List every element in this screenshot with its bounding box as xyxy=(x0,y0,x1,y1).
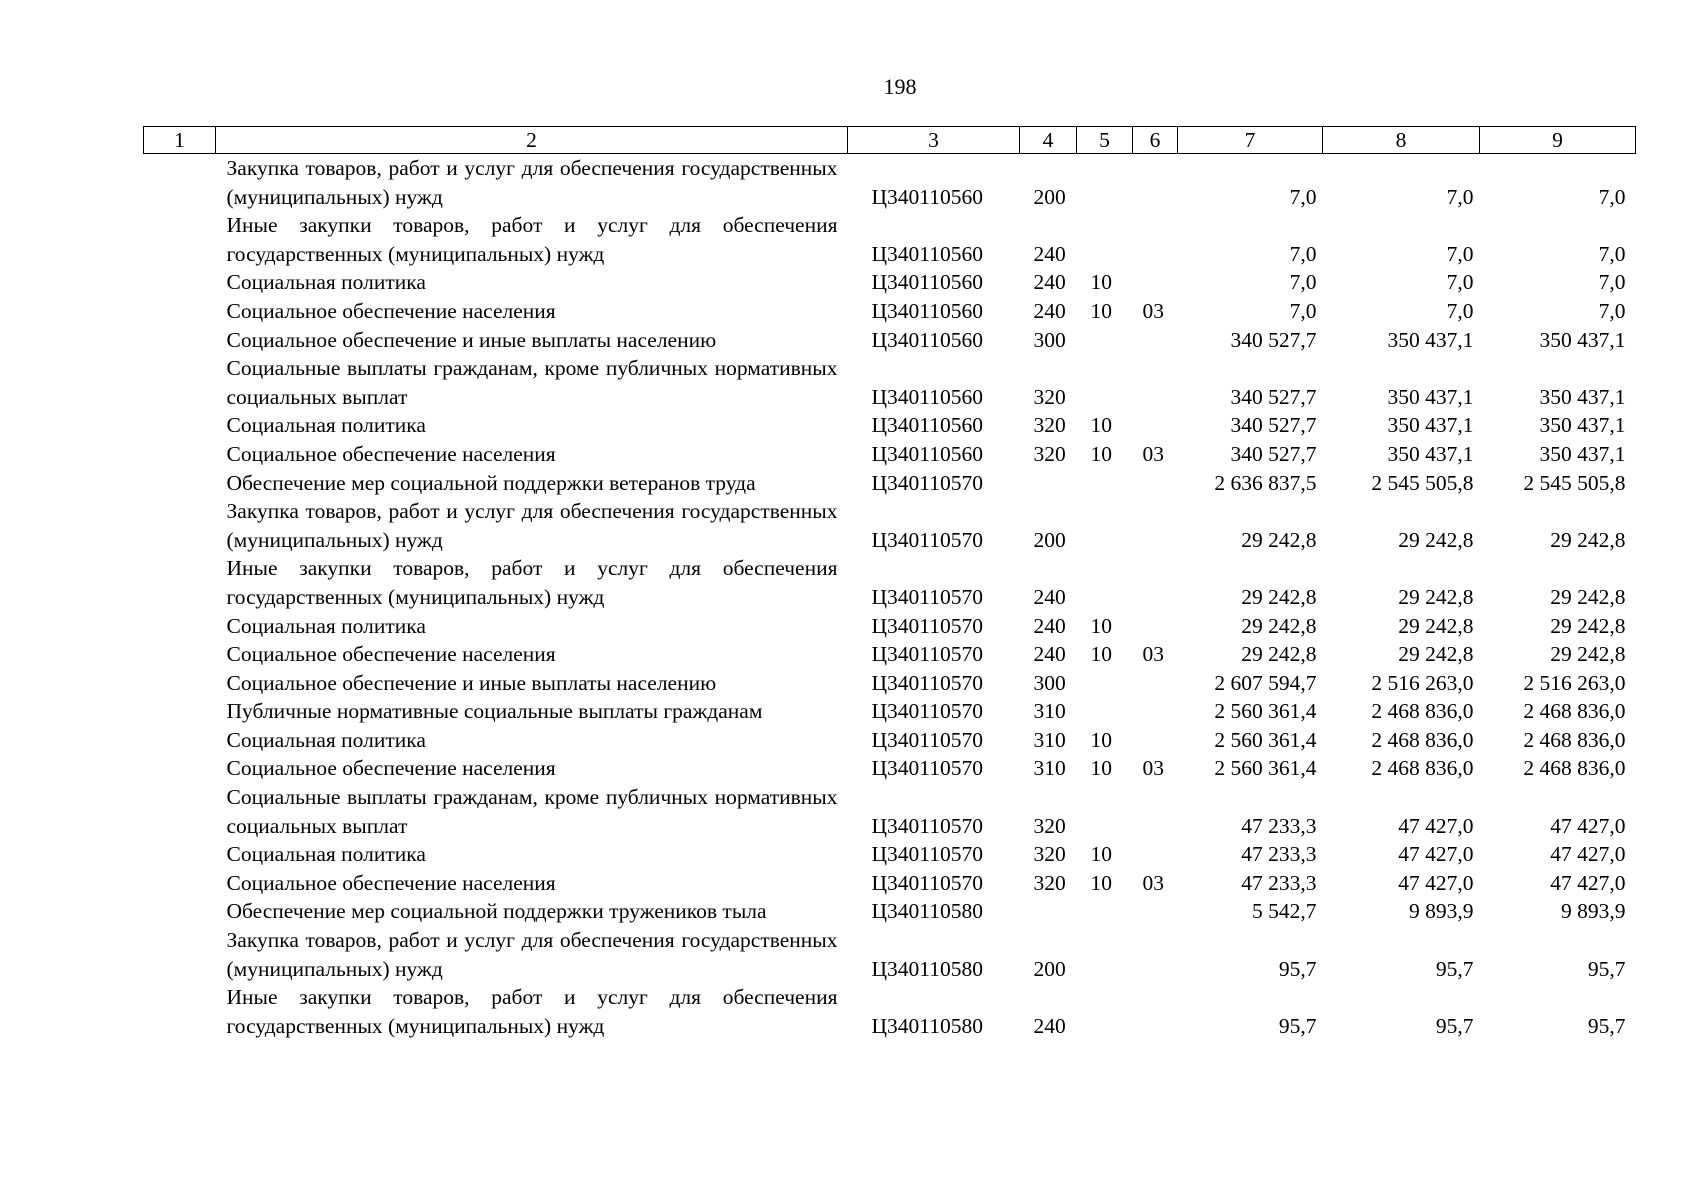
column-header: 1 xyxy=(144,127,216,154)
row-name: Обеспечение мер социальной поддержки ветеранов труда xyxy=(226,470,756,495)
row-value-7: 2 560 361,4 xyxy=(1214,727,1317,752)
column-header: 7 xyxy=(1178,127,1323,154)
row-section xyxy=(1077,497,1133,554)
table-row xyxy=(144,754,1636,783)
row-subsection xyxy=(1133,497,1178,554)
row-section: 10 xyxy=(1090,270,1112,295)
row-value-8: 7,0 xyxy=(1446,184,1474,209)
column-header: 3 xyxy=(848,127,1020,154)
budget-table xyxy=(143,126,1636,1040)
row-section xyxy=(1077,469,1133,498)
row-expense-group: 240 xyxy=(1033,1013,1066,1038)
row-value-8: 7,0 xyxy=(1446,241,1474,266)
row-value-7: 2 607 594,7 xyxy=(1214,670,1317,695)
row-name: Социальная политика xyxy=(226,413,426,438)
row-expense-group xyxy=(1020,469,1077,498)
row-subsection xyxy=(1133,154,1178,212)
table-row xyxy=(144,840,1636,869)
row-value-8: 47 427,0 xyxy=(1398,842,1474,867)
table-row xyxy=(144,268,1636,297)
row-expense-group: 320 xyxy=(1033,413,1066,438)
row-value-8: 350 437,1 xyxy=(1387,327,1474,352)
row-value-8: 29 242,8 xyxy=(1398,584,1474,609)
row-subsection xyxy=(1133,469,1178,498)
row-value-8: 7,0 xyxy=(1446,298,1474,323)
row-expense-group xyxy=(1020,897,1077,926)
row-name: Закупка товаров, работ и услуг для обеспечения государственных (муниципальных) нужд xyxy=(226,499,838,552)
row-empty-cell xyxy=(144,897,216,926)
row-empty-cell xyxy=(144,411,216,440)
row-value-8: 350 437,1 xyxy=(1387,413,1474,438)
row-value-7: 95,7 xyxy=(1278,1013,1317,1038)
column-header: 2 xyxy=(216,127,848,154)
row-section: 10 xyxy=(1090,727,1112,752)
row-empty-cell xyxy=(144,640,216,669)
row-subsection xyxy=(1133,354,1178,411)
row-expense-group: 240 xyxy=(1033,642,1066,667)
row-subsection xyxy=(1133,897,1178,926)
row-empty-cell xyxy=(144,754,216,783)
row-value-8: 95,7 xyxy=(1435,1013,1474,1038)
row-value-8: 2 468 836,0 xyxy=(1371,699,1474,724)
row-empty-cell xyxy=(144,268,216,297)
row-section xyxy=(1077,783,1133,840)
row-value-8: 29 242,8 xyxy=(1398,642,1474,667)
row-expense-group: 240 xyxy=(1033,298,1066,323)
row-name: Иные закупки товаров, работ и услуг для обеспечения государственных (муниципальных) нужд xyxy=(226,985,838,1038)
table-row xyxy=(144,640,1636,669)
row-subsection xyxy=(1133,669,1178,698)
row-value-8: 95,7 xyxy=(1435,956,1474,981)
row-empty-cell xyxy=(144,869,216,898)
row-subsection xyxy=(1133,268,1178,297)
row-empty-cell xyxy=(144,840,216,869)
column-header: 9 xyxy=(1480,127,1636,154)
row-empty-cell xyxy=(144,297,216,326)
table-row xyxy=(144,211,1636,268)
row-code: Ц340110560 xyxy=(871,270,983,295)
row-name: Социальная политика xyxy=(226,613,426,638)
row-value-7: 47 233,3 xyxy=(1241,842,1317,867)
table-row xyxy=(144,154,1636,212)
row-name: Социальная политика xyxy=(226,727,426,752)
row-empty-cell xyxy=(144,326,216,355)
row-section xyxy=(1077,554,1133,611)
row-value-7: 2 560 361,4 xyxy=(1214,699,1317,724)
row-expense-group: 200 xyxy=(1033,184,1066,209)
table-row xyxy=(144,926,1636,983)
row-subsection xyxy=(1133,726,1178,755)
row-section xyxy=(1077,354,1133,411)
row-expense-group: 200 xyxy=(1033,527,1066,552)
row-value-9: 7,0 xyxy=(1598,298,1626,323)
table-row xyxy=(144,354,1636,411)
row-expense-group: 240 xyxy=(1033,270,1066,295)
row-value-7: 7,0 xyxy=(1289,241,1317,266)
row-value-7: 29 242,8 xyxy=(1241,584,1317,609)
row-name: Социальное обеспечение населения xyxy=(226,298,556,323)
row-subsection: 03 xyxy=(1142,642,1164,667)
row-value-7: 340 527,7 xyxy=(1230,441,1317,466)
row-expense-group: 320 xyxy=(1033,870,1066,895)
row-expense-group: 240 xyxy=(1033,241,1066,266)
row-section: 10 xyxy=(1090,413,1112,438)
row-section xyxy=(1077,697,1133,726)
row-empty-cell xyxy=(144,697,216,726)
row-empty-cell xyxy=(144,354,216,411)
row-empty-cell xyxy=(144,983,216,1040)
row-name: Социальное обеспечение и иные выплаты населению xyxy=(226,327,717,352)
row-value-7: 7,0 xyxy=(1289,184,1317,209)
column-header: 8 xyxy=(1323,127,1480,154)
row-name: Социальное обеспечение населения xyxy=(226,441,556,466)
row-name: Социальное обеспечение населения xyxy=(226,870,556,895)
row-value-9: 95,7 xyxy=(1587,1013,1626,1038)
column-header: 5 xyxy=(1077,127,1133,154)
row-subsection xyxy=(1133,554,1178,611)
row-value-9: 9 893,9 xyxy=(1561,899,1626,924)
row-value-7: 7,0 xyxy=(1289,298,1317,323)
row-name: Социальное обеспечение населения xyxy=(226,642,556,667)
row-name: Закупка товаров, работ и услуг для обеспечения государственных (муниципальных) нужд xyxy=(226,156,838,209)
page-number xyxy=(0,74,1697,100)
row-code: Ц340110570 xyxy=(871,813,983,838)
row-value-7: 47 233,3 xyxy=(1241,813,1317,838)
table-row xyxy=(144,497,1636,554)
row-section: 10 xyxy=(1090,842,1112,867)
row-value-7: 340 527,7 xyxy=(1230,384,1317,409)
row-value-9: 95,7 xyxy=(1587,956,1626,981)
page-number-text: 198 xyxy=(883,74,917,99)
row-value-7: 29 242,8 xyxy=(1241,527,1317,552)
row-value-8: 2 468 836,0 xyxy=(1371,727,1474,752)
row-empty-cell xyxy=(144,726,216,755)
row-code: Ц340110560 xyxy=(871,413,983,438)
row-expense-group: 320 xyxy=(1033,813,1066,838)
table-row xyxy=(144,783,1636,840)
row-section: 10 xyxy=(1090,642,1112,667)
row-code: Ц340110570 xyxy=(871,642,983,667)
row-value-9: 350 437,1 xyxy=(1539,413,1626,438)
row-name: Социальное обеспечение и иные выплаты населению xyxy=(226,670,717,695)
row-value-8: 47 427,0 xyxy=(1398,813,1474,838)
table-row xyxy=(144,897,1636,926)
table-row xyxy=(144,697,1636,726)
row-expense-group: 320 xyxy=(1033,441,1066,466)
row-section: 10 xyxy=(1090,870,1112,895)
table-row xyxy=(144,554,1636,611)
row-name: Социальное обеспечение населения xyxy=(226,756,556,781)
row-value-9: 350 437,1 xyxy=(1539,441,1626,466)
row-code: Ц340110580 xyxy=(871,956,983,981)
row-code: Ц340110570 xyxy=(871,527,983,552)
row-subsection xyxy=(1133,612,1178,641)
row-empty-cell xyxy=(144,211,216,268)
row-value-8: 2 516 263,0 xyxy=(1371,670,1474,695)
table-header xyxy=(144,127,1636,154)
row-name: Социальные выплаты гражданам, кроме публичных нормативных социальных выплат xyxy=(226,356,838,409)
row-value-7: 29 242,8 xyxy=(1241,642,1317,667)
row-code: Ц340110560 xyxy=(871,384,983,409)
row-subsection: 03 xyxy=(1142,870,1164,895)
row-subsection xyxy=(1133,211,1178,268)
row-empty-cell xyxy=(144,669,216,698)
row-value-7: 2 560 361,4 xyxy=(1214,756,1317,781)
table-row xyxy=(144,669,1636,698)
row-subsection xyxy=(1133,926,1178,983)
row-empty-cell xyxy=(144,926,216,983)
row-value-9: 7,0 xyxy=(1598,241,1626,266)
row-name: Публичные нормативные социальные выплаты гражданам xyxy=(226,699,763,724)
row-code: Ц340110580 xyxy=(871,1013,983,1038)
row-subsection xyxy=(1133,411,1178,440)
row-value-7: 95,7 xyxy=(1278,956,1317,981)
row-subsection xyxy=(1133,783,1178,840)
row-empty-cell xyxy=(144,554,216,611)
table-row xyxy=(144,869,1636,898)
row-value-8: 350 437,1 xyxy=(1387,384,1474,409)
row-subsection xyxy=(1133,326,1178,355)
row-section xyxy=(1077,154,1133,212)
row-value-8: 2 468 836,0 xyxy=(1371,756,1474,781)
row-value-8: 9 893,9 xyxy=(1409,899,1474,924)
row-name: Социальные выплаты гражданам, кроме публичных нормативных социальных выплат xyxy=(226,785,838,838)
row-value-7: 7,0 xyxy=(1289,270,1317,295)
row-code: Ц340110560 xyxy=(871,441,983,466)
row-subsection: 03 xyxy=(1142,298,1164,323)
row-code: Ц340110570 xyxy=(871,842,983,867)
row-expense-group: 320 xyxy=(1033,384,1066,409)
table-row xyxy=(144,326,1636,355)
row-code: Ц340110570 xyxy=(871,756,983,781)
row-section: 10 xyxy=(1090,756,1112,781)
row-section xyxy=(1077,983,1133,1040)
row-subsection: 03 xyxy=(1142,441,1164,466)
column-header: 4 xyxy=(1020,127,1077,154)
row-expense-group: 240 xyxy=(1033,613,1066,638)
row-value-7: 340 527,7 xyxy=(1230,327,1317,352)
row-value-9: 2 468 836,0 xyxy=(1523,727,1626,752)
row-subsection xyxy=(1133,983,1178,1040)
row-section xyxy=(1077,211,1133,268)
row-value-9: 29 242,8 xyxy=(1550,613,1626,638)
row-code: Ц340110570 xyxy=(871,613,983,638)
row-code: Ц340110570 xyxy=(871,470,983,495)
row-value-8: 350 437,1 xyxy=(1387,441,1474,466)
row-expense-group: 320 xyxy=(1033,842,1066,867)
row-value-9: 29 242,8 xyxy=(1550,584,1626,609)
row-value-7: 2 636 837,5 xyxy=(1214,470,1317,495)
row-value-9: 350 437,1 xyxy=(1539,327,1626,352)
row-value-8: 47 427,0 xyxy=(1398,870,1474,895)
row-value-9: 29 242,8 xyxy=(1550,527,1626,552)
row-expense-group: 310 xyxy=(1033,727,1066,752)
column-number-row xyxy=(144,127,1636,154)
row-value-8: 7,0 xyxy=(1446,270,1474,295)
row-value-9: 47 427,0 xyxy=(1550,813,1626,838)
row-name: Иные закупки товаров, работ и услуг для обеспечения государственных (муниципальных) нужд xyxy=(226,213,838,266)
row-section xyxy=(1077,926,1133,983)
column-header: 6 xyxy=(1133,127,1178,154)
row-code: Ц340110560 xyxy=(871,298,983,323)
row-empty-cell xyxy=(144,612,216,641)
row-expense-group: 200 xyxy=(1033,956,1066,981)
row-section xyxy=(1077,326,1133,355)
row-name: Обеспечение мер социальной поддержки тружеников тыла xyxy=(226,899,767,924)
row-empty-cell xyxy=(144,154,216,212)
row-value-8: 29 242,8 xyxy=(1398,613,1474,638)
row-code: Ц340110570 xyxy=(871,584,983,609)
row-code: Ц340110560 xyxy=(871,327,983,352)
row-section: 10 xyxy=(1090,298,1112,323)
row-value-9: 7,0 xyxy=(1598,270,1626,295)
row-value-7: 47 233,3 xyxy=(1241,870,1317,895)
row-value-9: 47 427,0 xyxy=(1550,842,1626,867)
row-subsection: 03 xyxy=(1142,756,1164,781)
row-value-9: 2 468 836,0 xyxy=(1523,699,1626,724)
row-name: Социальная политика xyxy=(226,270,426,295)
row-name: Закупка товаров, работ и услуг для обеспечения государственных (муниципальных) нужд xyxy=(226,928,838,981)
row-value-7: 5 542,7 xyxy=(1252,899,1317,924)
row-code: Ц340110570 xyxy=(871,870,983,895)
row-empty-cell xyxy=(144,783,216,840)
row-value-8: 29 242,8 xyxy=(1398,527,1474,552)
row-code: Ц340110560 xyxy=(871,241,983,266)
table-row xyxy=(144,297,1636,326)
row-subsection xyxy=(1133,697,1178,726)
row-expense-group: 300 xyxy=(1033,327,1066,352)
row-code: Ц340110570 xyxy=(871,727,983,752)
row-name: Иные закупки товаров, работ и услуг для обеспечения государственных (муниципальных) нужд xyxy=(226,556,838,609)
row-value-9: 47 427,0 xyxy=(1550,870,1626,895)
row-value-9: 2 545 505,8 xyxy=(1523,470,1626,495)
row-code: Ц340110570 xyxy=(871,699,983,724)
row-code: Ц340110580 xyxy=(871,899,983,924)
row-empty-cell xyxy=(144,497,216,554)
row-expense-group: 310 xyxy=(1033,699,1066,724)
table-row xyxy=(144,440,1636,469)
row-section xyxy=(1077,669,1133,698)
row-value-9: 350 437,1 xyxy=(1539,384,1626,409)
row-empty-cell xyxy=(144,469,216,498)
row-name: Социальная политика xyxy=(226,842,426,867)
table-row xyxy=(144,469,1636,498)
row-value-9: 29 242,8 xyxy=(1550,642,1626,667)
row-expense-group: 240 xyxy=(1033,584,1066,609)
row-section xyxy=(1077,897,1133,926)
row-expense-group: 310 xyxy=(1033,756,1066,781)
row-subsection xyxy=(1133,840,1178,869)
row-section: 10 xyxy=(1090,441,1112,466)
table-row xyxy=(144,411,1636,440)
row-value-9: 7,0 xyxy=(1598,184,1626,209)
table-row xyxy=(144,612,1636,641)
row-value-9: 2 468 836,0 xyxy=(1523,756,1626,781)
row-code: Ц340110560 xyxy=(871,184,983,209)
table-row xyxy=(144,726,1636,755)
row-section: 10 xyxy=(1090,613,1112,638)
row-expense-group: 300 xyxy=(1033,670,1066,695)
table-row xyxy=(144,983,1636,1040)
row-empty-cell xyxy=(144,440,216,469)
row-code: Ц340110570 xyxy=(871,670,983,695)
row-value-8: 2 545 505,8 xyxy=(1371,470,1474,495)
row-value-9: 2 516 263,0 xyxy=(1523,670,1626,695)
row-value-7: 340 527,7 xyxy=(1230,413,1317,438)
table-body xyxy=(144,154,1636,1041)
row-value-7: 29 242,8 xyxy=(1241,613,1317,638)
